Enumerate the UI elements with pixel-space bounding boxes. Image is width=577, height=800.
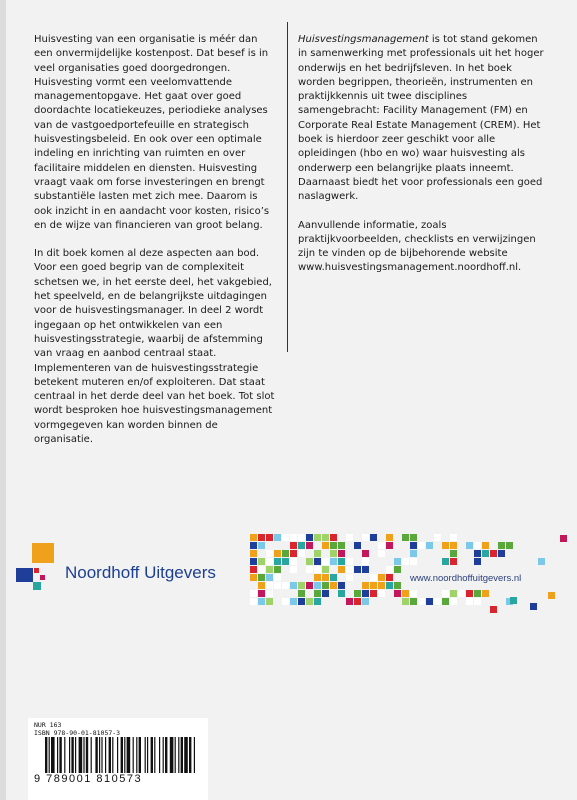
barcode-bar [51, 737, 55, 773]
barcode-bar [139, 737, 141, 773]
barcode-bar [86, 737, 88, 773]
publisher-name: Noordhoff Uitgevers [65, 563, 216, 582]
barcode-digits: 9 789001 810573 [34, 773, 143, 785]
barcode-bar [112, 737, 113, 773]
right-paragraph-1-text: is tot stand gekomen in samenwerking met professionals uit het hoger onderwijs en het bedrijfsleven. In het boek worden begrippen, theorieën, instrumenten en praktijkkennis uit twee disciplines samengebracht: Facility Management (FM) en Corporate Real Estate Management (CREM). Het boek is hierdoor zeer geschikt voor alle opleidingen (hbo en wo) waar huisvesting als onderwerp een belangrijke plaats inneemt. Daarnaast biedt het voor professionals een goed naslagwerk. [298, 34, 544, 203]
barcode-bar [154, 737, 155, 773]
left-paragraph-2: In dit boek komen al deze aspecten aan bod. Voor een goed begrip van de complexiteit schetsen we, in het eerste deel, het vakgebied, het speelveld, en de belangrijkste uitdagingen voor de huisvestingsmanager. In deel 2 wordt ingegaan op het ontwikkelen van een huisvestingsstrategie, waarbij de afstemming van vraag en aanbod centraal staat. Implementeren van de huisvestingsstrategie betekent muteren en/of exploiteren. Dat staat centraal in het derde deel van het boek. Tot slot wordt besproken hoe huisvestingsmanagement vormgegeven kan worden binnen de organisatie. [34, 248, 275, 446]
barcode-bar [133, 737, 134, 773]
publisher-url[interactable]: www.noordhoffuitgevers.nl [410, 573, 522, 584]
left-paragraph-1: Huisvesting van een organisatie is méér dan een onvermijdelijke kostenpost. Dat besef is in veel organisaties goed doorgedrongen. Huisvesting vormt een veelomvattende managementopgave. Het gaat over goed doordachte locatiekeuzes, periodieke analyses van de vastgoedportefeuille en strategisch huisvestingsbeleid. En ook over een optimale indeling en inrichting van ruimten en over facilitaire middelen en diensten. Huisvesting vraagt vaak om forse investeringen en brengt substantiële lasten met zich mee. Daarom is ook inzicht in en aandacht voor kosten, risico’s en de wijze van financieren van groot belang. [34, 34, 270, 231]
barcode-bar [105, 737, 106, 773]
barcode-bar [59, 737, 61, 773]
barcode-bar [184, 737, 188, 773]
isbn-code: ISBN 978-90-01-81057-3 [34, 729, 121, 737]
barcode-bar [147, 737, 148, 773]
barcode-bar [91, 737, 92, 773]
barcode-bar [79, 737, 83, 773]
barcode-bar [75, 737, 76, 773]
barcode-bar [136, 737, 137, 773]
barcode-bar [109, 737, 111, 773]
barcode-bar [83, 737, 84, 773]
barcode-bar [121, 737, 123, 773]
barcode-bar [178, 737, 179, 773]
barcode-bar [170, 737, 174, 773]
barcode-bar [71, 737, 73, 773]
barcode-bar [101, 737, 102, 773]
barcode-bar [64, 737, 65, 773]
barcode-bar [57, 737, 58, 773]
barcode-bar [124, 737, 125, 773]
barcode-bar [99, 737, 100, 773]
right-paragraph-2: Aanvullende informatie, zoals praktijkvoorbeelden, checklists en verwijzingen zijn te vinden op de bijbehorende website www.huisvestingsmanagement.noordhoff.nl. [298, 219, 536, 274]
barcode-bar [95, 737, 97, 773]
nur-code: NUR 163 [34, 721, 62, 729]
barcode-bar [181, 737, 183, 773]
barcode-bar [189, 737, 191, 773]
barcode-bar [165, 737, 167, 773]
barcode-bar [159, 737, 160, 773]
barcode-bar [163, 737, 164, 773]
barcode-bar [127, 737, 131, 773]
barcode-bar [175, 737, 176, 773]
barcode-bar [194, 737, 195, 773]
barcode-bar [45, 737, 47, 773]
barcode-bar [151, 737, 153, 773]
barcode-bar [69, 737, 70, 773]
barcode-bar [49, 737, 50, 773]
barcode-bar [145, 737, 146, 773]
barcode-bar [117, 737, 118, 773]
book-title-italic: Huisvestingsmanagement [298, 34, 429, 45]
